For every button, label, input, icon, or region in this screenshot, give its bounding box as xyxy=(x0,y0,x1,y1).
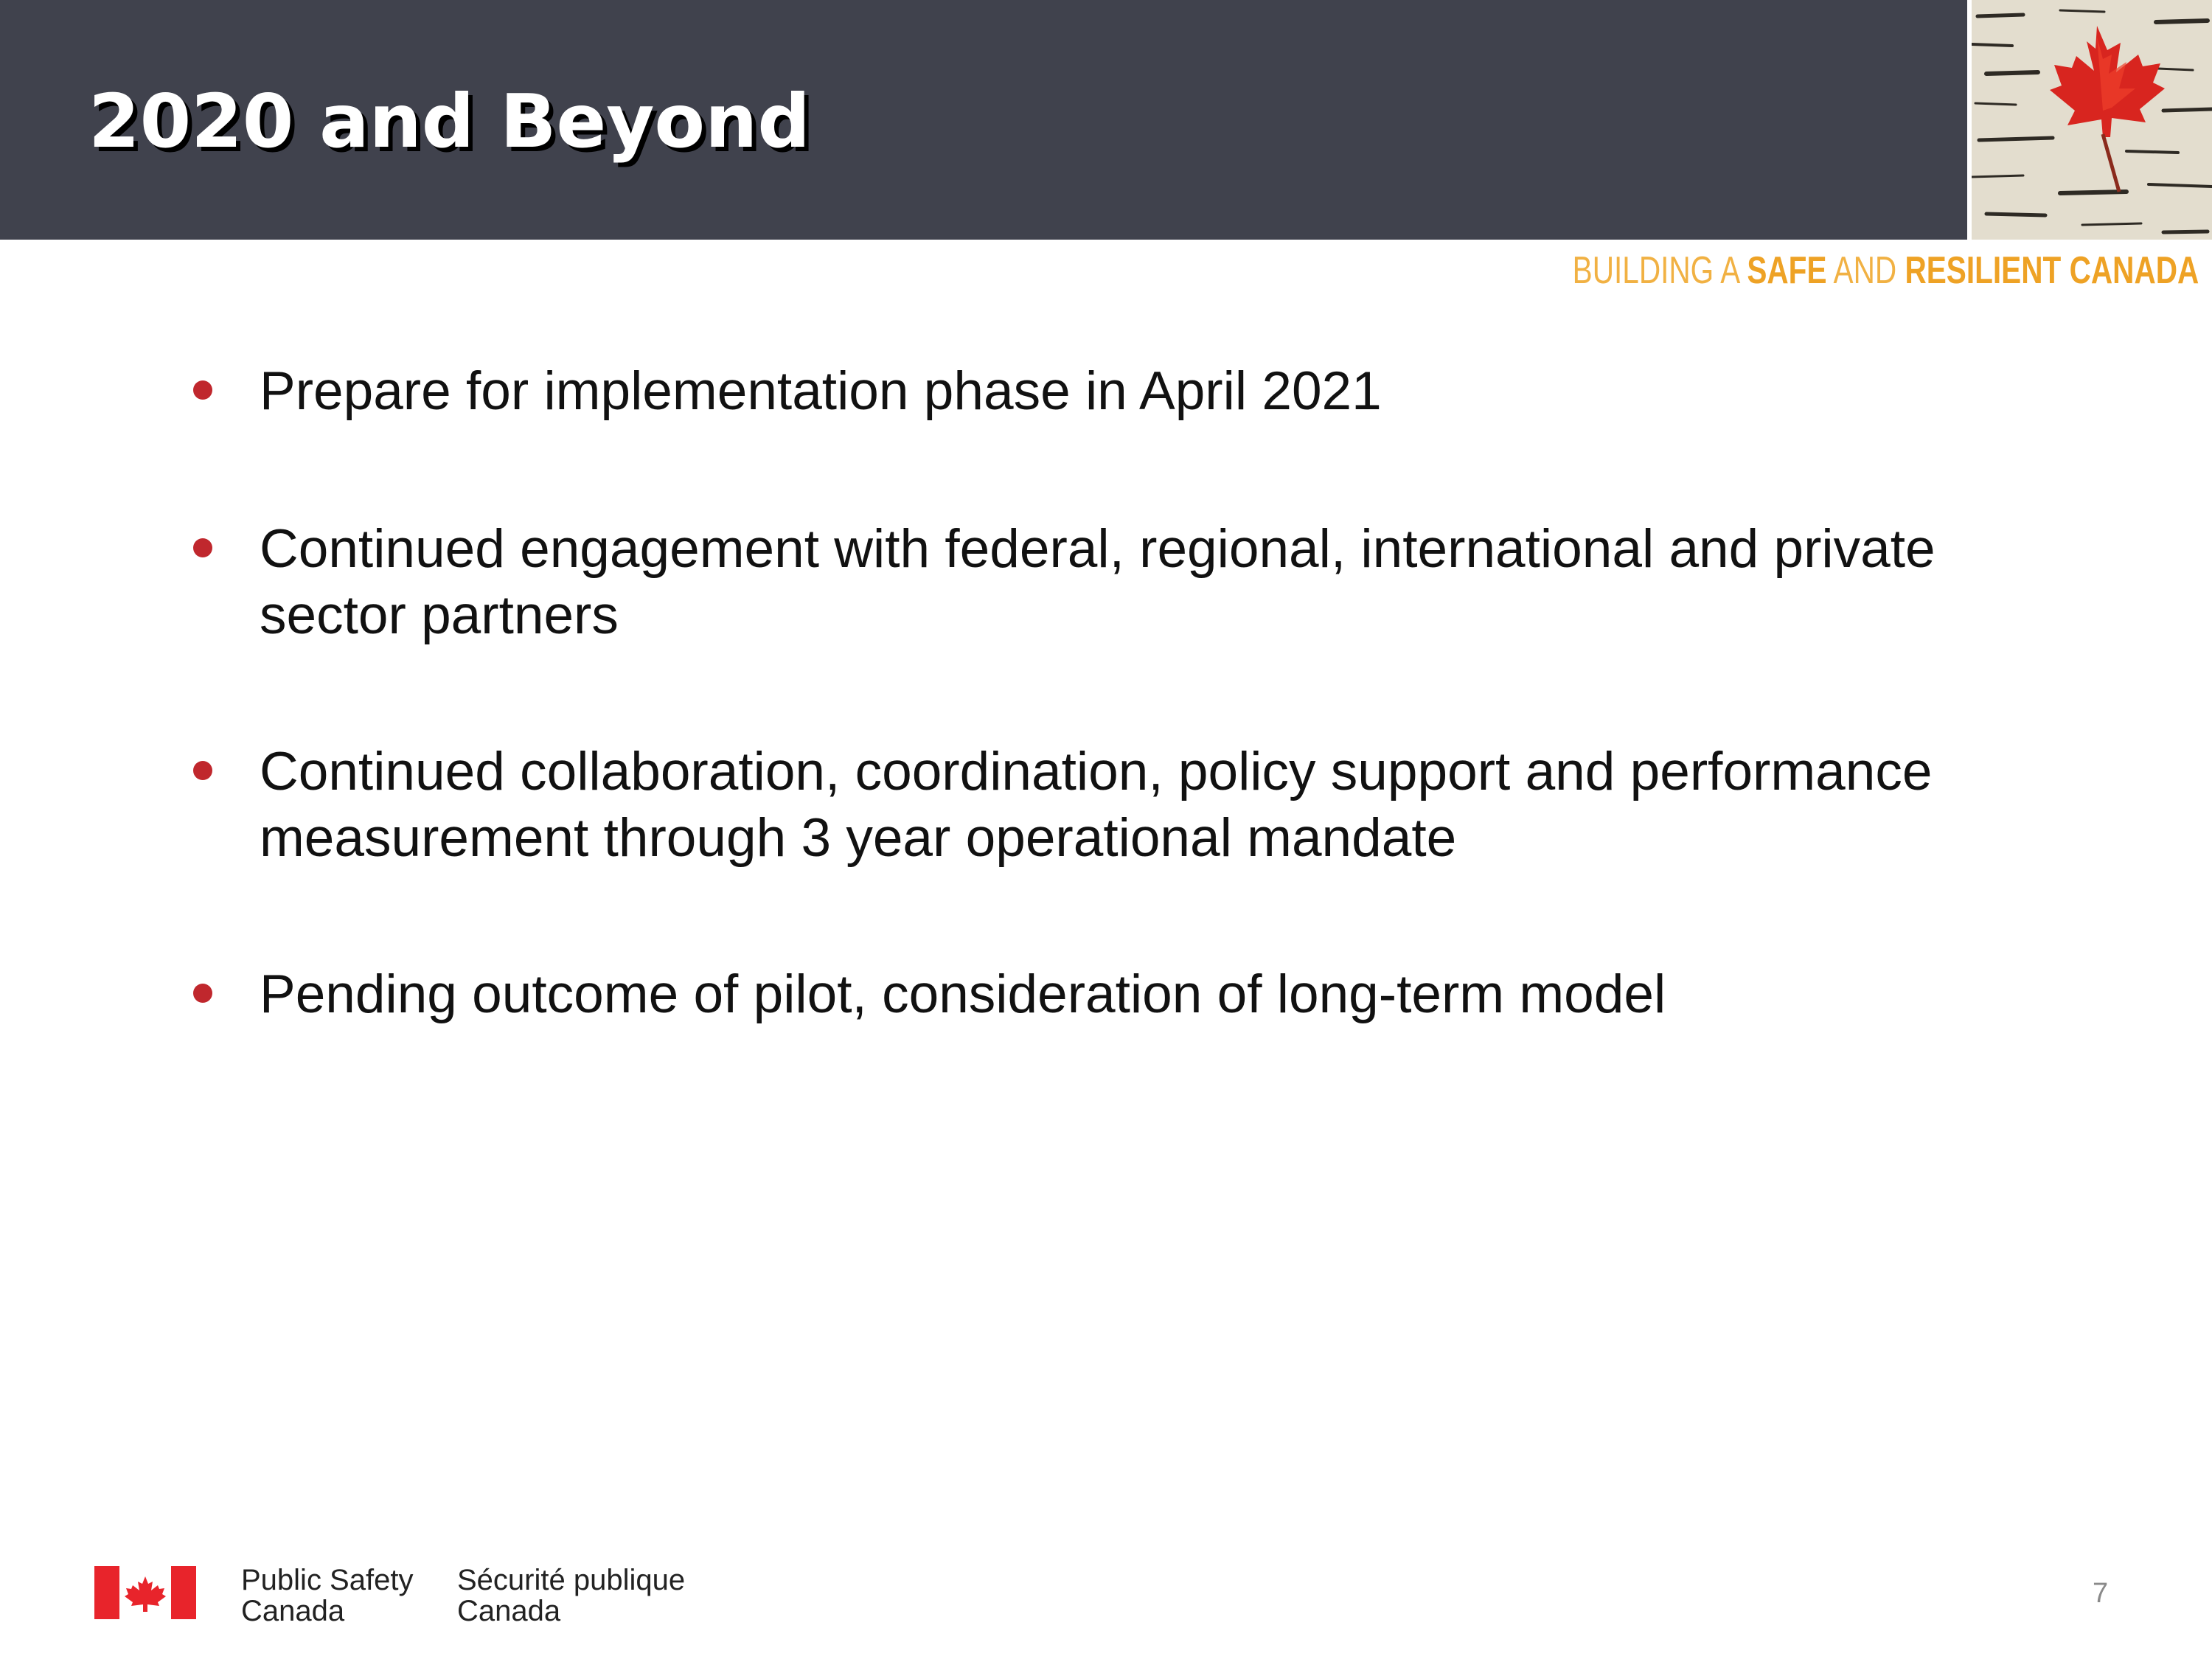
department-fr-line-1: Sécurité publique xyxy=(457,1564,686,1596)
bullet-line-2: measurement through 3 year operational mandate xyxy=(260,808,1457,868)
tagline xyxy=(1572,248,2199,293)
bullet-dot-icon xyxy=(193,538,212,557)
bullet-line-1: Pending outcome of pilot, consideration of long-term model xyxy=(260,964,1666,1024)
tagline-part-3: AND xyxy=(1826,249,1905,292)
tagline-part-4: RESILIENT CANADA xyxy=(1905,249,2199,292)
bullet-item xyxy=(260,358,2029,425)
bullet-item xyxy=(260,516,2029,649)
bullet-dot-icon xyxy=(193,761,212,780)
canada-flag-icon xyxy=(94,1566,196,1619)
page-number: 7 xyxy=(2093,1578,2109,1609)
tagline-part-1: BUILDING A xyxy=(1572,249,1747,292)
bullet-line-1: Continued collaboration, coordination, policy support and performance xyxy=(260,742,1933,801)
maple-leaf-image xyxy=(1972,0,2212,240)
bullet-line-2: sector partners xyxy=(260,585,619,645)
bullet-line-1: Prepare for implementation phase in April 2021 xyxy=(260,361,1382,421)
bullet-item xyxy=(260,961,2029,1028)
tagline-part-2: SAFE xyxy=(1747,249,1827,292)
department-name-fr xyxy=(457,1565,685,1627)
bullet-dot-icon xyxy=(193,380,212,400)
department-name-en xyxy=(241,1565,413,1627)
department-en-line-1: Public Safety xyxy=(241,1564,414,1596)
department-fr-line-2: Canada xyxy=(457,1595,561,1627)
bullet-item xyxy=(260,739,2029,872)
bullet-dot-icon xyxy=(193,984,212,1003)
header-bar xyxy=(0,0,1967,240)
bullet-line-1: Continued engagement with federal, regional, international and private xyxy=(260,519,1935,579)
slide-title: 2020 and Beyond xyxy=(88,78,810,164)
department-en-line-2: Canada xyxy=(241,1595,345,1627)
